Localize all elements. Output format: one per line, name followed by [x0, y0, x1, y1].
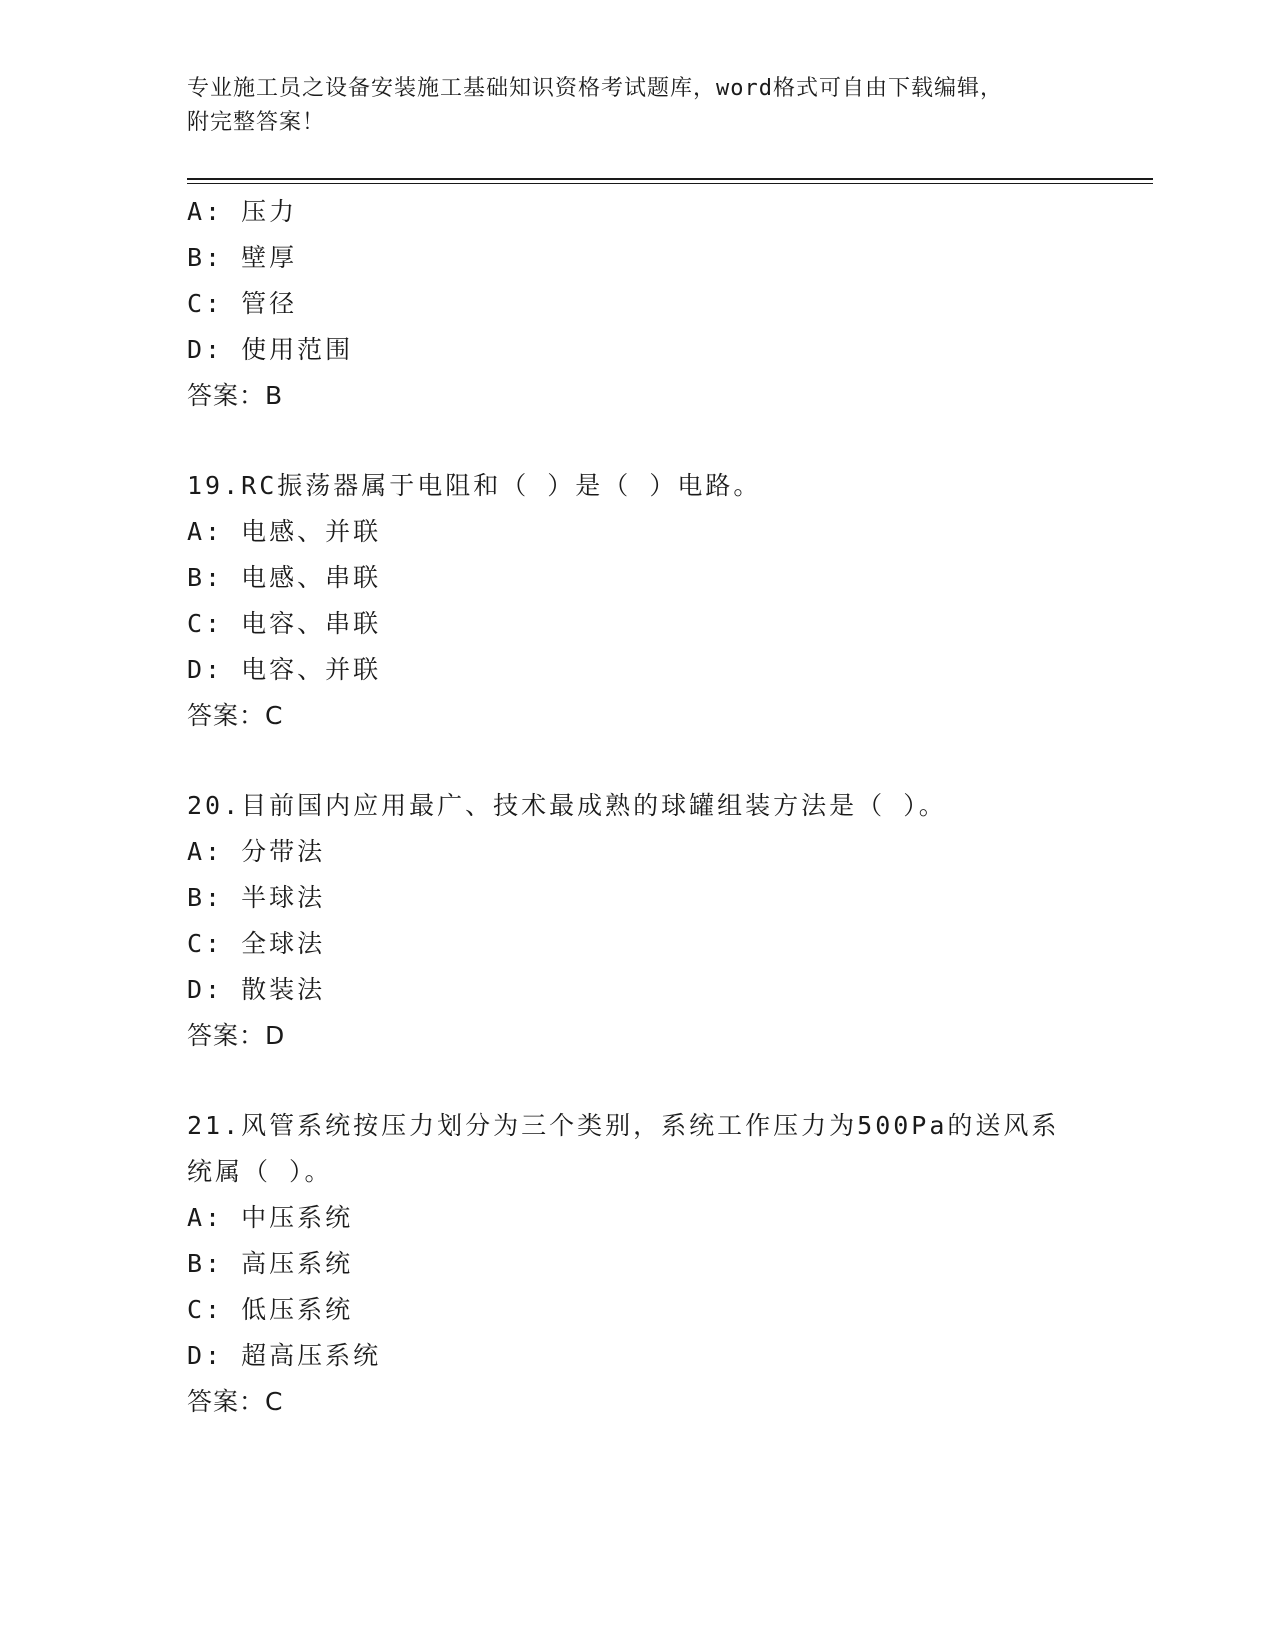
option-d: D: 使用范围	[187, 335, 354, 364]
question-block-21	[187, 1103, 1087, 1425]
question-text: 19.RC振荡器属于电阻和（ ）是（ ）电路。	[187, 471, 762, 500]
option-c: C: 管径	[187, 289, 298, 318]
option-a: A: 中压系统	[187, 1203, 354, 1232]
option-c: C: 低压系统	[187, 1295, 354, 1324]
question-block-20	[187, 783, 1087, 1059]
question-text-line-1: 21.风管系统按压力划分为三个类别，系统工作压力为500Pa的送风系	[187, 1111, 1060, 1140]
spacer	[187, 739, 1087, 783]
option-b: B: 半球法	[187, 883, 326, 912]
question-block-19	[187, 463, 1087, 739]
question-text: 20.目前国内应用最广、技术最成熟的球罐组装方法是（ ）。	[187, 791, 947, 820]
spacer	[187, 419, 1087, 463]
spacer	[187, 1059, 1087, 1103]
answer-line: 答案：C	[187, 701, 284, 730]
answer-line: 答案：D	[187, 1021, 286, 1050]
option-b: B: 电感、串联	[187, 563, 382, 592]
question-block-18	[187, 189, 1087, 419]
option-d: D: 电容、并联	[187, 655, 382, 684]
question-list	[187, 189, 1087, 1425]
document-header	[187, 72, 1087, 140]
option-a: A: 压力	[187, 197, 298, 226]
option-a: A: 电感、并联	[187, 517, 382, 546]
option-d: D: 超高压系统	[187, 1341, 382, 1370]
answer-line: 答案：B	[187, 381, 284, 410]
option-b: B: 高压系统	[187, 1249, 354, 1278]
option-d: D: 散装法	[187, 975, 326, 1004]
answer-line: 答案：C	[187, 1387, 284, 1416]
header-line-2: 附完整答案！	[187, 110, 326, 135]
option-c: C: 电容、串联	[187, 609, 382, 638]
option-b: B: 壁厚	[187, 243, 298, 272]
question-text-line-2: 统属（ ）。	[187, 1157, 333, 1186]
option-a: A: 分带法	[187, 837, 326, 866]
header-divider-thick	[187, 178, 1153, 180]
header-divider-thin	[187, 183, 1153, 184]
header-line-1: 专业施工员之设备安装施工基础知识资格考试题库，word格式可自由下载编辑，	[187, 76, 1003, 101]
option-c: C: 全球法	[187, 929, 326, 958]
